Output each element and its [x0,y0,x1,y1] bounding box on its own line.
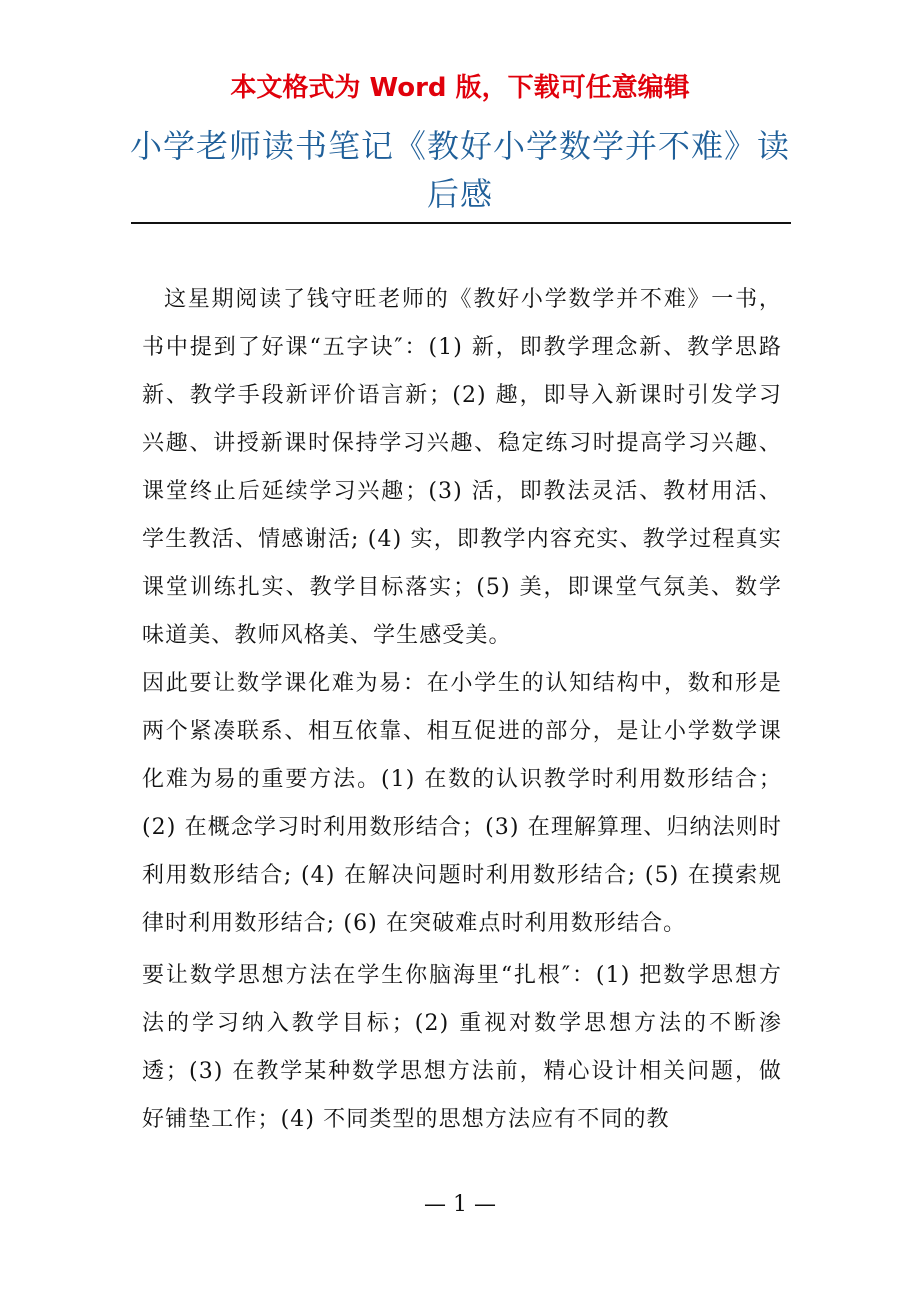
paragraph-1: 这星期阅读了钱守旺老师的《教好小学数学并不难》一书，书中提到了好课“五字诀″：(1) 新，即教学理念新、教学思路新、教学手段新评价语言新；(2) 趣，即导入新课时引发学习兴趣、讲授新课时保持学习兴趣、稳定练习时提高学习兴趣、课堂终止后延续学习兴趣；(3) 活，即教法灵活、教材用活、学生教活、情感谢活; (4) 实，即教学内容充实、教学过程真实课堂训练扎实、教学目标落实；(5) 美，即课堂气氛美、数学味道美、教师风格美、学生感受美。 [142,287,782,648]
title-divider [131,222,791,224]
paragraph-3: 要让数学思想方法在学生你脑海里“扎根″：(1) 把数学思想方法的学习纳入教学目标；(2) 重视对数学思想方法的不断渗透；(3) 在教学某种数学思想方法前，精心设计相关问题，做好铺垫工作；(4) 不同类型的思想方法应有不同的教 [142,963,782,1132]
page-number: — 1 — [424,1192,496,1217]
paragraph-2: 因此要让数学课化难为易：在小学生的认知结构中，数和形是两个紧凑联系、相互依靠、相互促进的部分，是让小学数学课化难为易的重要方法。(1) 在数的认识教学时利用数形结合；(2) 在概念学习时利用数形结合；(3) 在理解算理、归纳法则时利用数形结合; (4) 在解决问题时利用数形结合; (5) 在摸索规律时利用数形结合; (6) 在突破难点时利用数形结合。 [142,671,782,936]
document-title: 小学老师读书笔记《教好小学数学并不难》读后感 [129,127,790,213]
body-text [142,276,782,1144]
format-notice: 本文格式为 Word 版，下载可任意编辑 [230,73,690,103]
